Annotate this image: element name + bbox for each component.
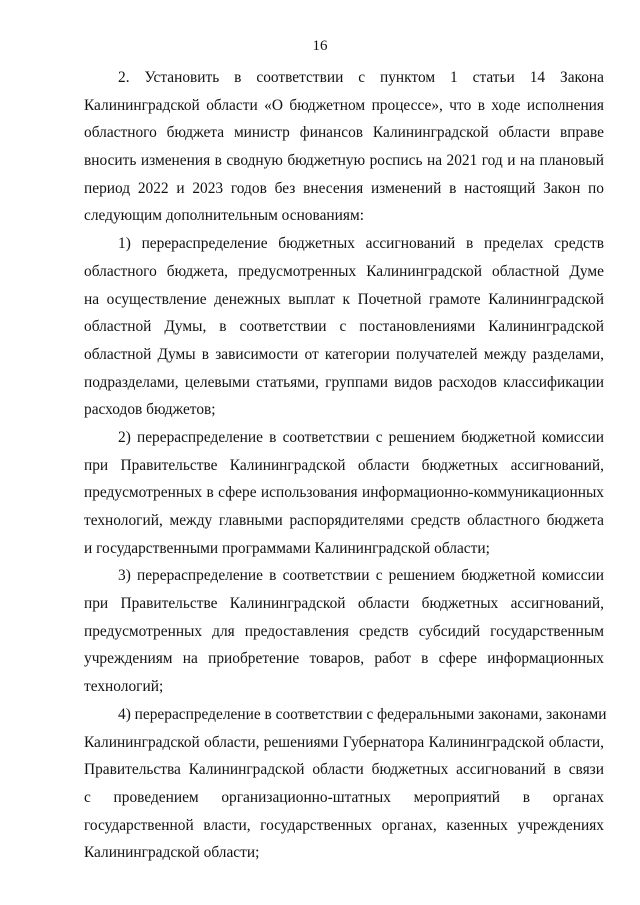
text-line: при Правительстве Калининградской области бюджетных ассигнований, (84, 595, 604, 613)
text-line: Правительства Калининградской области бюджетных ассигнований в связи (84, 761, 604, 779)
text-line: Калининградской области; (84, 844, 260, 862)
text-line: Калининградской области, решениями Губернатора Калининградской области, (84, 733, 604, 751)
text-line: 1) перераспределение бюджетных ассигнований в пределах средств (118, 235, 604, 253)
list-item-2 (84, 424, 604, 562)
text-line: расходов бюджетов; (84, 401, 216, 419)
text-line: учреждениям на приобретение товаров, работ в сфере информационных (84, 650, 604, 668)
text-line: областной Думы в зависимости от категории получателей между разделами, (84, 345, 604, 363)
text-line: областного бюджета, предусмотренных Калининградской областной Думе (84, 262, 604, 280)
page-number: 16 (312, 38, 328, 54)
text-line: на осуществление денежных выплат к Почетной грамоте Калининградской (84, 290, 604, 308)
text-line: с проведением организационно-штатных мероприятий в органах (84, 788, 604, 806)
text-line: 3) перераспределение в соответствии с решением бюджетной комиссии (118, 567, 604, 585)
text-line: государственной власти, государственных органах, казенных учреждениях (84, 816, 604, 834)
text-line: предусмотренных для предоставления средств субсидий государственным (84, 622, 604, 640)
text-line: 4) перераспределение в соответствии с федеральными законами, законами (118, 705, 607, 723)
list-item-3 (84, 562, 604, 700)
list-item-1 (84, 230, 604, 424)
text-line: областной Думы, в соответствии с постановлениями Калининградской (84, 318, 604, 336)
text-line: и государственными программами Калининградской области; (84, 539, 490, 557)
text-line: технологий; (84, 678, 164, 696)
text-line: Калининградской области «О бюджетном процессе», что в ходе исполнения (84, 96, 604, 114)
text-line: подразделами, целевыми статьями, группами видов расходов классификации (84, 373, 604, 391)
text-line: технологий, между главными распорядителями средств областного бюджета (84, 512, 604, 529)
document-body (84, 64, 607, 867)
text-line: 2) перераспределение в соответствии с решением бюджетной комиссии (118, 428, 604, 446)
text-line: 2. Установить в соответствии с пунктом 1 статьи 14 Закона (118, 69, 604, 86)
text-line: областного бюджета министр финансов Калининградской области вправе (84, 124, 604, 142)
text-line: период 2022 и 2023 годов без внесения изменений в настоящий Закон по (84, 179, 604, 197)
text-line: предусмотренных в сфере использования информационно-коммуникационных (84, 484, 604, 502)
text-line: следующим дополнительным основаниям: (84, 207, 364, 225)
text-line: вносить изменения в сводную бюджетную роспись на 2021 год и на плановый (84, 152, 604, 170)
list-item-4 (84, 701, 607, 867)
text-line: при Правительстве Калининградской области бюджетных ассигнований, (84, 456, 604, 474)
paragraph-2 (84, 64, 604, 230)
